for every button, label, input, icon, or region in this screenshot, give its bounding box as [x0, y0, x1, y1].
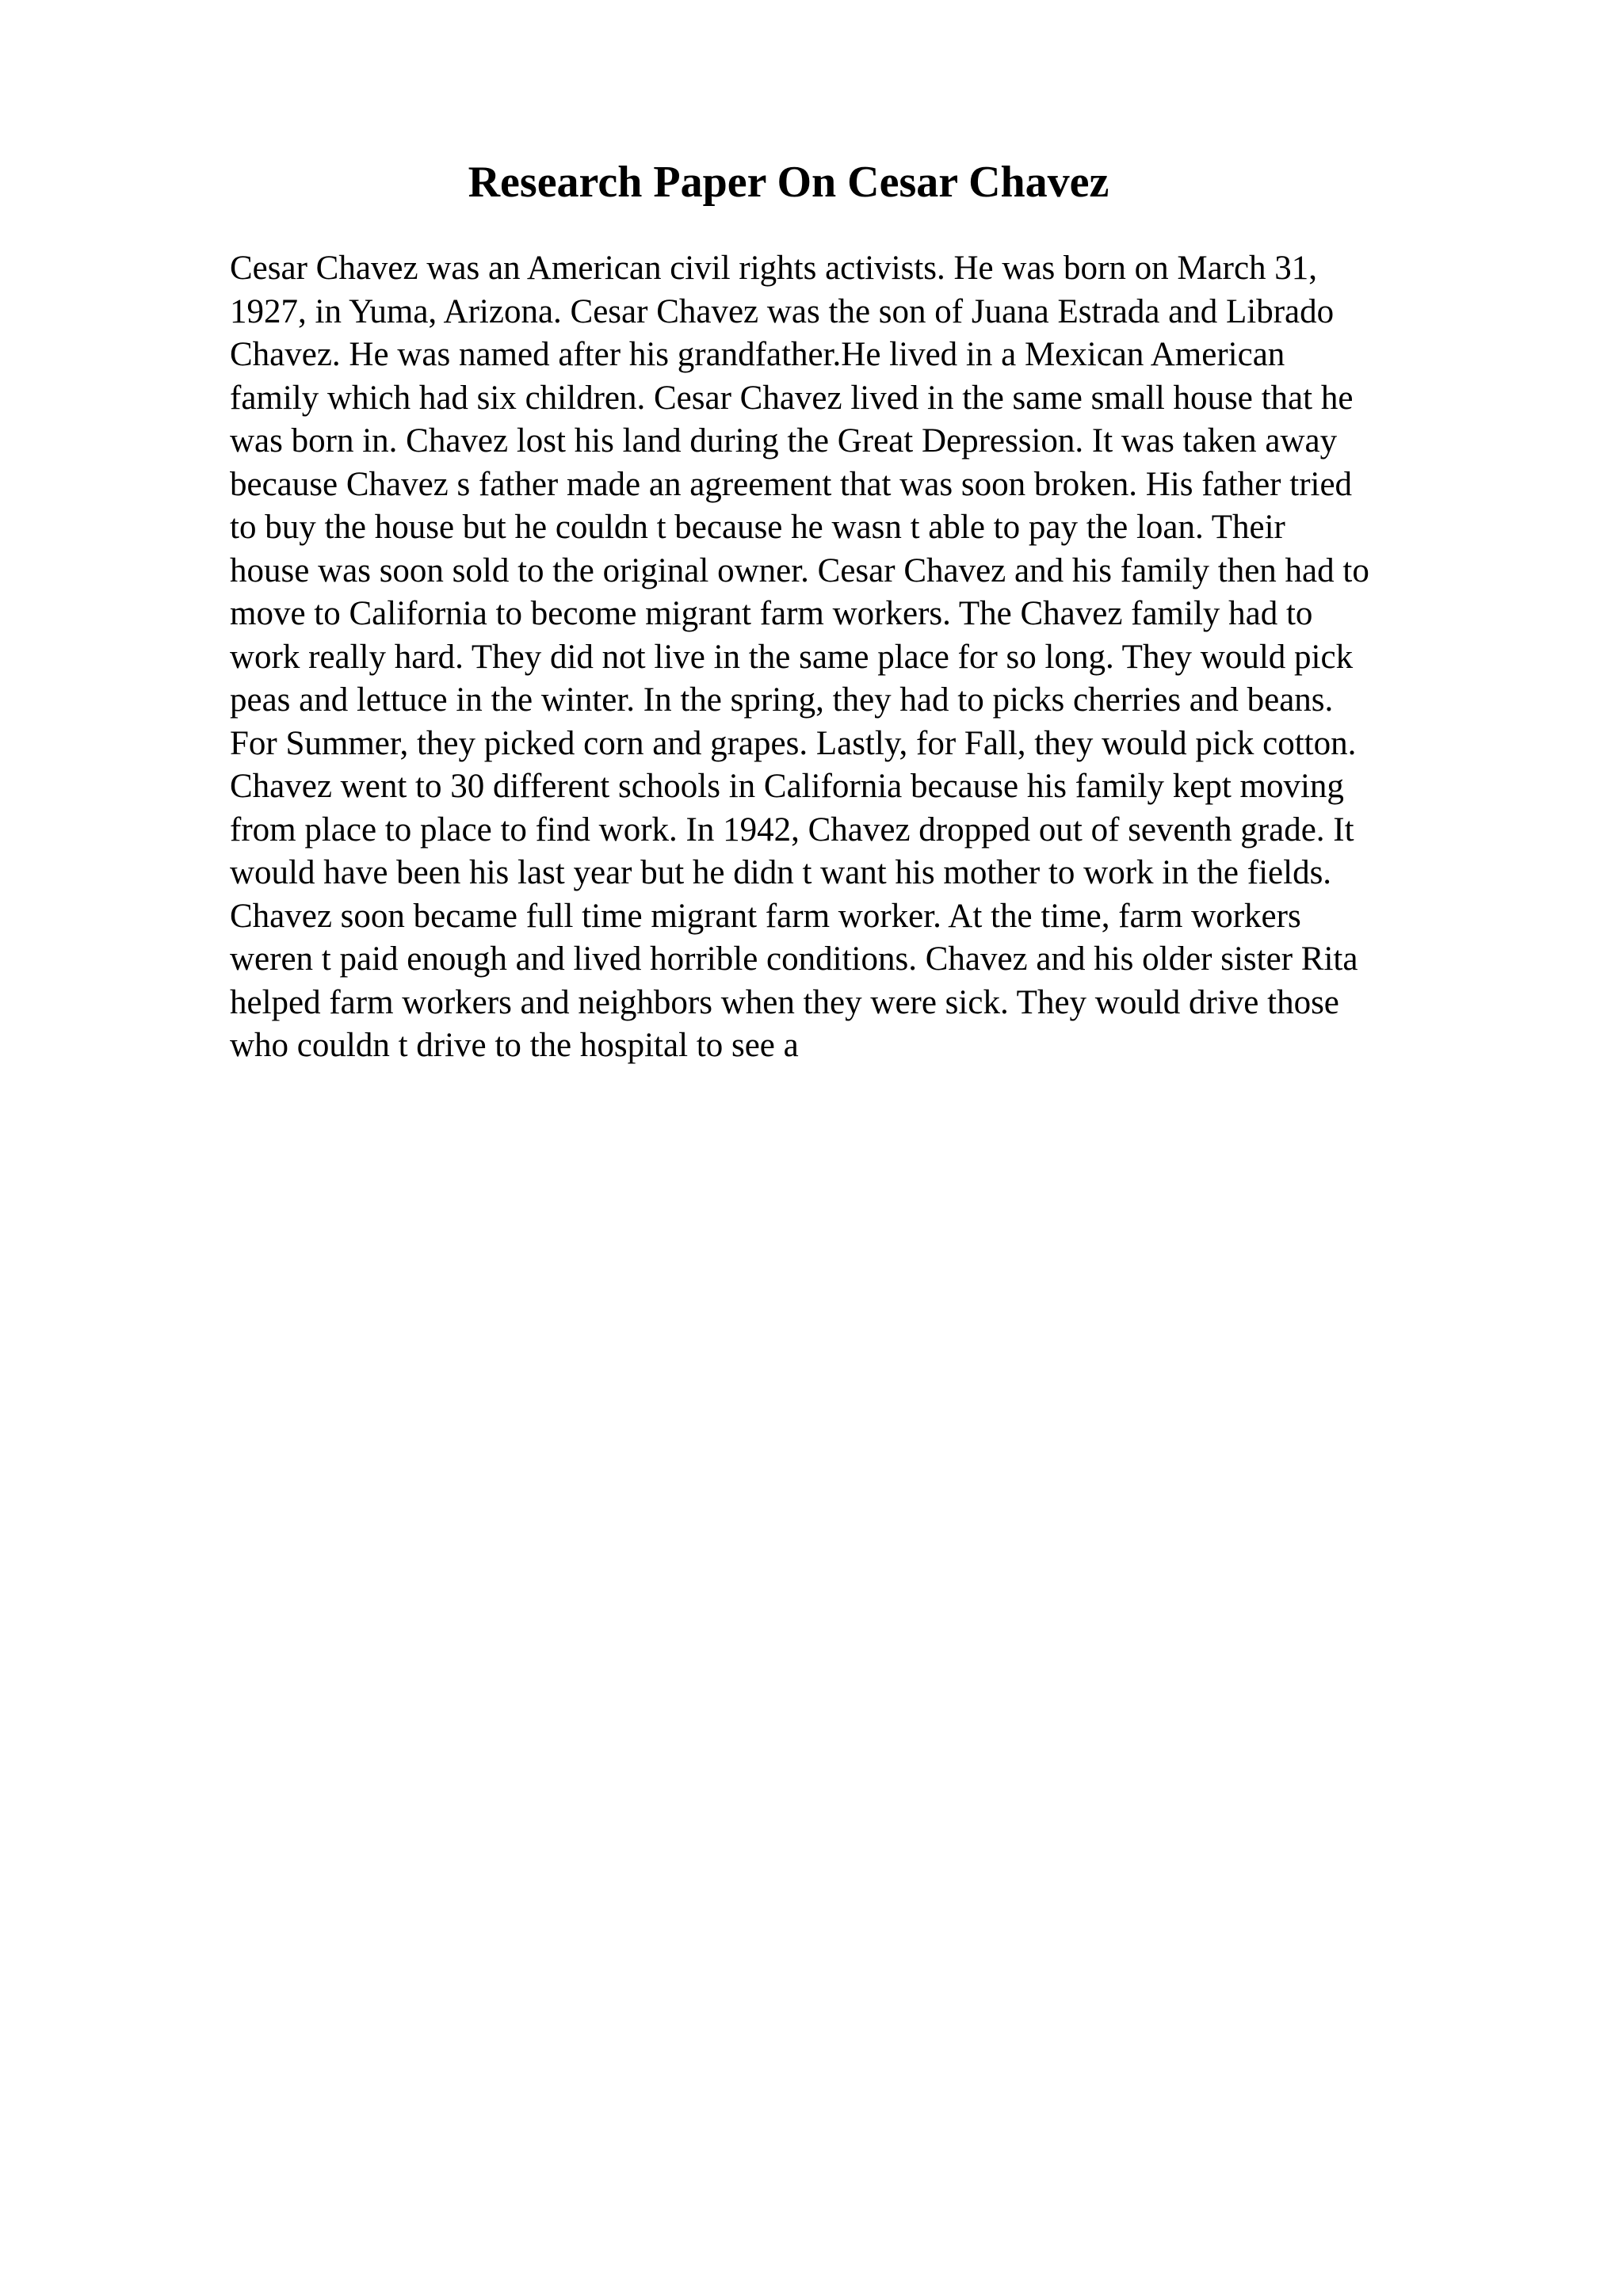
body-line: family which had six children. Cesar Chavez lived in the same small house that he: [230, 379, 1354, 417]
body-line: peas and lettuce in the winter. In the spring, they had to picks cherries and beans.: [230, 681, 1334, 719]
body-line: would have been his last year but he didn t want his mother to work in the fields.: [230, 854, 1332, 891]
body-line: weren t paid enough and lived horrible conditions. Chavez and his older sister Rita: [230, 940, 1358, 978]
document-body: [230, 247, 1498, 1068]
body-line: to buy the house but he couldn t because he wasn t able to pay the loan. Their: [230, 509, 1285, 546]
body-line: Cesar Chavez was an American civil rights activists. He was born on March 31,: [230, 250, 1318, 287]
body-line: house was soon sold to the original owner. Cesar Chavez and his family then had to: [230, 551, 1369, 589]
document-title: Research Paper On Cesar Chavez: [468, 158, 1109, 207]
body-line: Chavez soon became full time migrant farm worker. At the time, farm workers: [230, 897, 1301, 935]
body-line: helped farm workers and neighbors when they were sick. They would drive those: [230, 983, 1339, 1021]
body-line: Chavez. He was named after his grandfather.He lived in a Mexican American: [230, 336, 1285, 373]
body-line: was born in. Chavez lost his land during the Great Depression. It was taken away: [230, 422, 1338, 460]
body-line: because Chavez s father made an agreement that was soon broken. His father tried: [230, 465, 1353, 503]
body-line: who couldn t drive to the hospital to see a: [230, 1027, 799, 1064]
body-line: 1927, in Yuma, Arizona. Cesar Chavez was the son of Juana Estrada and Librado: [230, 292, 1335, 330]
body-line: from place to place to find work. In 1942, Chavez dropped out of seventh grade. It: [230, 810, 1354, 849]
body-line: For Summer, they picked corn and grapes. Lastly, for Fall, they would pick cotton.: [230, 724, 1357, 762]
body-line: move to California to become migrant farm workers. The Chavez family had to: [230, 595, 1313, 632]
body-line: Chavez went to 30 different schools in California because his family kept moving: [230, 768, 1344, 805]
body-line: work really hard. They did not live in the same place for so long. They would pick: [230, 638, 1354, 676]
